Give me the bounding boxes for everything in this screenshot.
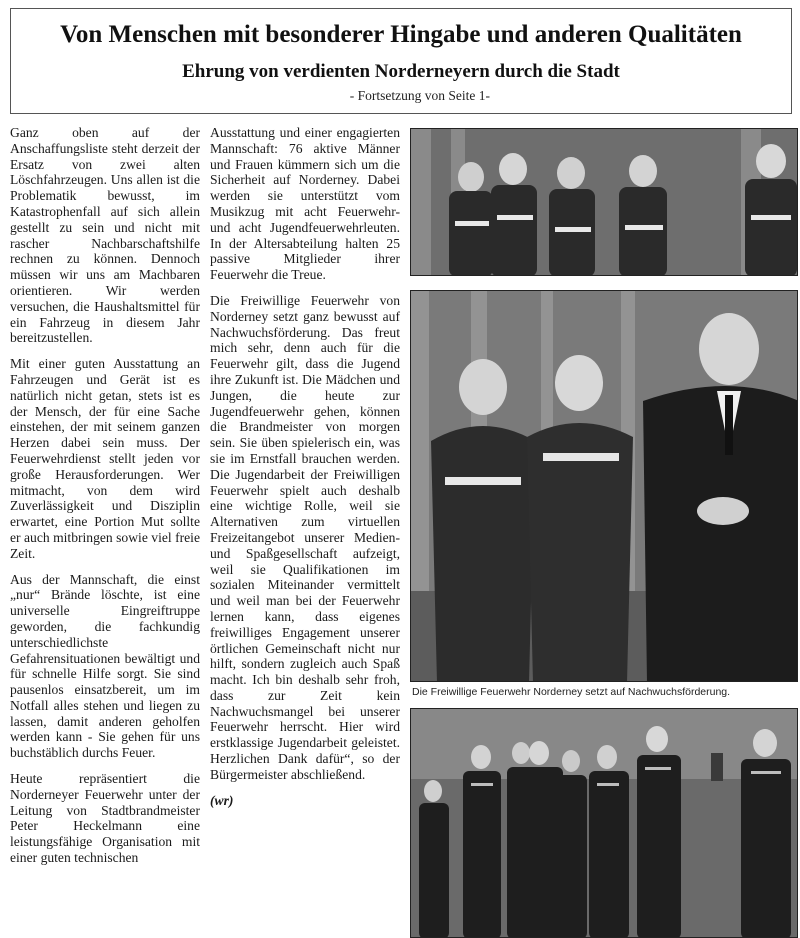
photo-honored-firefighters [410, 708, 798, 938]
photo-caption: Die Freiwillige Feuerwehr Norderney setzt auf Nachwuchsförderung. [412, 686, 731, 698]
article-column-1 [10, 125, 200, 876]
article-title: Von Menschen mit besonderer Hingabe und anderen Qualitäten [60, 21, 742, 48]
article-column-2 [210, 125, 400, 818]
photo-youth-with-mayor-image [411, 291, 798, 682]
paragraph: Die Freiwillige Feuerwehr von Norderney setzt ganz bewusst auf Nachwuchsförderung. Das freut mich sehr, denn auch für die Feuerwehr gilt, dass die Jugend ihre Zukunft ist. Die Mädchen und Jungen, die heute zur Jugendfeuerwehr gehen, können die Brandmeister von morgen sein. Sie üben spielerisch ein, was sie im Ernstfall brauchen werden. Die Jugendarbeit der Freiwilligen Feuerwehr spielt auch deshalb eine wichtige Rolle, weil sie Alternativen zum virtuellen Freizeitangebot unserer Medien- und Spaßgesellschaft aufzeigt, weil sie Qualifikationen im sozialen Miteinander vermittelt und weil man bei der Feuerwehr lernen kann, dass eigenes freiwilliges Engagement unserer örtlichen Gemeinschaft nicht nur hilft, sondern zugleich auch Spaß macht. Ich bin deshalb sehr froh, dass zur Zeit kein Nachwuchsmangel bei unserer Feuerwehr herrscht. Hier wird erstklassige Jugendarbeit geleistet. Herzlichen Dank dafür“, so der Bürgermeister abschließend. [210, 292, 400, 782]
paragraph: Ganz oben auf der Anschaffungsliste steht derzeit der Ersatz von zwei alten Löschfahrzeugen. Uns allen ist die Problematik bewusst, im Katastrophenfall auf sich allein gestellt zu sein und nicht mit rascher Nachbarschaftshilfe rechnen zu können. Dennoch müssen wir uns am Machbaren orientieren. Wir werden versuchen, die Haushaltsmittel für ein Fahrzeug in diesem Jahr bereitzustellen. [10, 125, 200, 346]
paragraph: Ausstattung und einer engagierten Mannschaft: 76 aktive Männer und Frauen kümmern sich um die Sicherheit auf Norderney. Dabei werden sie unterstützt vom Musikzug mit acht Feuerwehr- und acht Jugendfeuerwehrleuten. In der Altersabteilung halten 25 passive Mitglieder ihrer Feuerwehr die Treue. [210, 125, 400, 283]
photo-youth-firefighters-image [411, 129, 798, 276]
paragraph: Mit einer guten Ausstattung an Fahrzeugen und Gerät ist es natürlich nicht getan, stets ist es der Mensch, der für eine Sache einstehen, der mit seinem ganzen Herzen dabei sein muss. Der Feuerwehrdienst stellt jeden vor große Herausforderungen. Wer mitmacht, von dem wird Zuverlässigkeit und Disziplin erwartet, eine Portion Mut sollte er auch mitbringen sowie viel freie Zeit. [10, 356, 200, 561]
paragraph: Heute repräsentiert die Norderneyer Feuerwehr unter der Leitung von Stadtbrandmeister Peter Heckelmann eine leistungsfähige Organisation mit einer guten technischen [10, 771, 200, 866]
photo-youth-with-mayor [410, 290, 798, 682]
article-subtitle: Ehrung von verdienten Norderneyern durch die Stadt [182, 61, 620, 82]
signature: (wr) [210, 792, 234, 808]
continuation-note: - Fortsetzung von Seite 1- [349, 88, 490, 103]
photo-honored-firefighters-image [411, 709, 798, 938]
photo-youth-firefighters [410, 128, 798, 276]
paragraph: Aus der Mannschaft, die einst „nur“ Brände löschte, ist eine universelle Eingreiftruppe geworden, die fachkundig unterschiedlichste Gefahrensituationen bewältigt und für schnelle Hilfe sorgt. Sie sind pausenlos einsatzbereit, um im Notfall alles stehen und liegen zu lassen, damit anderen geholfen werden kann - Sie gehen für uns buchstäblich durchs Feuer. [10, 571, 200, 761]
